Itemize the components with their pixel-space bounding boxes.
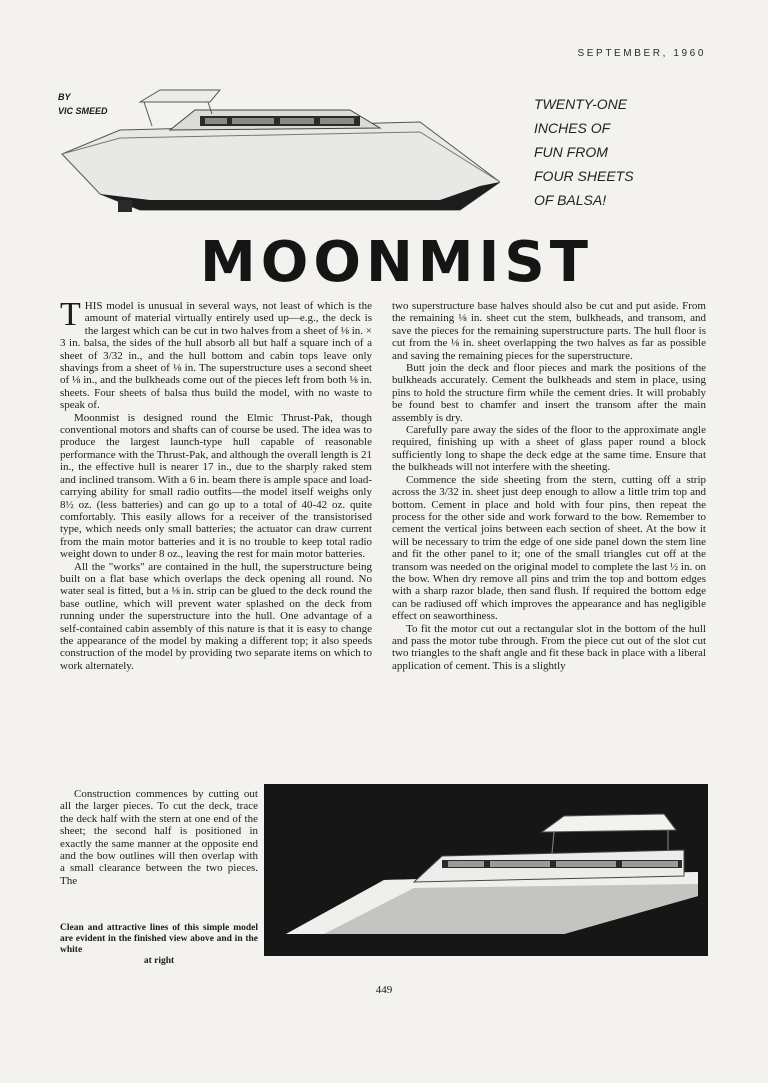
- issue-date: SEPTEMBER, 1960: [577, 48, 706, 59]
- paragraph: All the "works" are contained in the hull, the superstructure being built on a flat base which overlaps the deck opening all round. No water seal is fitted, but a ⅛ in. strip can be glued to the deck round the base outline, which will prevent water splashed on the deck from running under the superstructure into the hull. One advantage of a self-contained cabin assembly of this nature is that it is easy to change the appearance of the model by making a different top; it also speeds construction of the model by providing two separate items on which to work alternately.: [60, 560, 372, 672]
- page-number: 449: [375, 984, 393, 996]
- tagline-line: FOUR SHEETS: [534, 168, 634, 184]
- dropcap: T: [60, 296, 81, 333]
- tagline-line: FUN FROM: [534, 144, 608, 160]
- byline-author: VIC SMEED: [58, 106, 108, 116]
- tagline-line: INCHES OF: [534, 120, 611, 136]
- paragraph: Butt join the deck and floor pieces and mark the positions of the bulkheads accurately. Cement the bulkheads and stem in place, using pins to hold the structure firm while the cement dries. It will probably be found best to chamfer and insert the transom after the main assembly is dry.: [392, 362, 706, 424]
- paragraph: Commence the side sheeting from the stern, cutting off a strip across the 3/32 in. sheet just deep enough to allow a little trim top and bottom. Cement in place and hold with four pins, then repeat the process for the other side and work forward to the bow. Remember to cement the vertical joins between each section of sheet. At the bow it will be necessary to trim the edge of one side panel down the stem line and fit the other panel to it; one of the small triangles cut off at the transom was needed on the original model to complete the last ½ in. on the bow. When dry remove all pins and trim the top and bottom edges with a sharp razor blade, then sand flush. If required the bottom edge can be radiused off which improves the appearance and has negligible effect on seaworthiness.: [392, 473, 706, 623]
- tagline-line: TWENTY-ONE: [534, 96, 628, 112]
- hero-boat-drawing: [60, 82, 500, 222]
- byline-by: BY: [58, 92, 71, 102]
- article-column-left-lower: [60, 788, 258, 887]
- article-column-left: [60, 296, 372, 672]
- caption-text: Clean and attractive lines of this simple model are evident in the finished view above and in the white: [60, 923, 258, 955]
- paragraph: Construction commences by cutting out all the larger pieces. To cut the deck, trace the deck half with the stern at one end of the sheet; the second half is positioned in exactly the same manner at the opposite end and the bow outlines will then overlap with a small clearance between the two pieces. The: [60, 788, 258, 887]
- paragraph: Moonmist is designed round the Elmic Thrust-Pak, though conventional motors and shafts can of course be used. The idea was to produce the largest launch-type hull capable of reasonable performance with the Thrust-Pak, and although the overall length is 21 in., the effective hull is nearer 17 in., due to the sharply raked stem and inclined transom. With a 6 in. beam there is ample space and load-carrying ability for small radio outfits—the model itself weighs only 8½ oz. (less batteries) and can go up to a total of 40-42 oz. quite comfortably. This easily allows for a receiver of the transistorised type, which needs only small batteries; the actuator can draw current from the main motor batteries and it is no trouble to keep total radio weight down to under 8 oz., leaving the rest for main motor batteries.: [60, 411, 372, 561]
- hero-boat-photo: [60, 82, 500, 222]
- photo-caption: [60, 923, 258, 967]
- white-model-drawing: [264, 784, 708, 956]
- white-model-photo: [264, 784, 708, 956]
- caption-text-end: at right: [143, 956, 175, 966]
- tagline-line: OF BALSA!: [534, 192, 607, 208]
- article-column-right: [392, 300, 706, 672]
- paragraph: THIS model is unusual in several ways, not least of which is the amount of material virtually entirely used up—e.g., the deck is the largest which can be cut in two halves from a sheet of ⅛ in. × 3 in. balsa, the sides of the hull absorb all but half a square inch of a sheet of 3/32 in., and the hull bottom and cabin tops leave only shavings from a sheet of ⅛ in. The superstructure uses a second sheet of ⅛ in., and the bulkheads come out of the pieces left from both ⅛ in. sheets. Four sheets of balsa thus build the model, with no waste to speak of.: [60, 296, 372, 412]
- paragraph: To fit the motor cut out a rectangular slot in the bottom of the hull and pass the motor tube through. From the piece cut out of the slot cut two triangles to the shaft angle and fit these back in place with a liberal application of cement. This is a slightly: [392, 622, 706, 672]
- paragraph: two superstructure base halves should also be cut and put aside. From the remaining ⅛ in. sheet cut the stem, bulkheads, and transom, and save the pieces for the remaining superstructure parts. The hull floor is cut from the ⅛ in. sheet overlapping the two halves as far as possible and saving the remaining pieces for the superstructure.: [392, 300, 706, 362]
- paragraph: Carefully pare away the sides of the floor to the approximate angle required, finishing up with a sheet of glass paper round a block sufficiently long to shape the deck edge at the same time. Ensure that the bulkheads will not interfere with the sheeting.: [392, 424, 706, 474]
- article-title: MOONMIST: [200, 230, 593, 295]
- tagline: [534, 92, 724, 212]
